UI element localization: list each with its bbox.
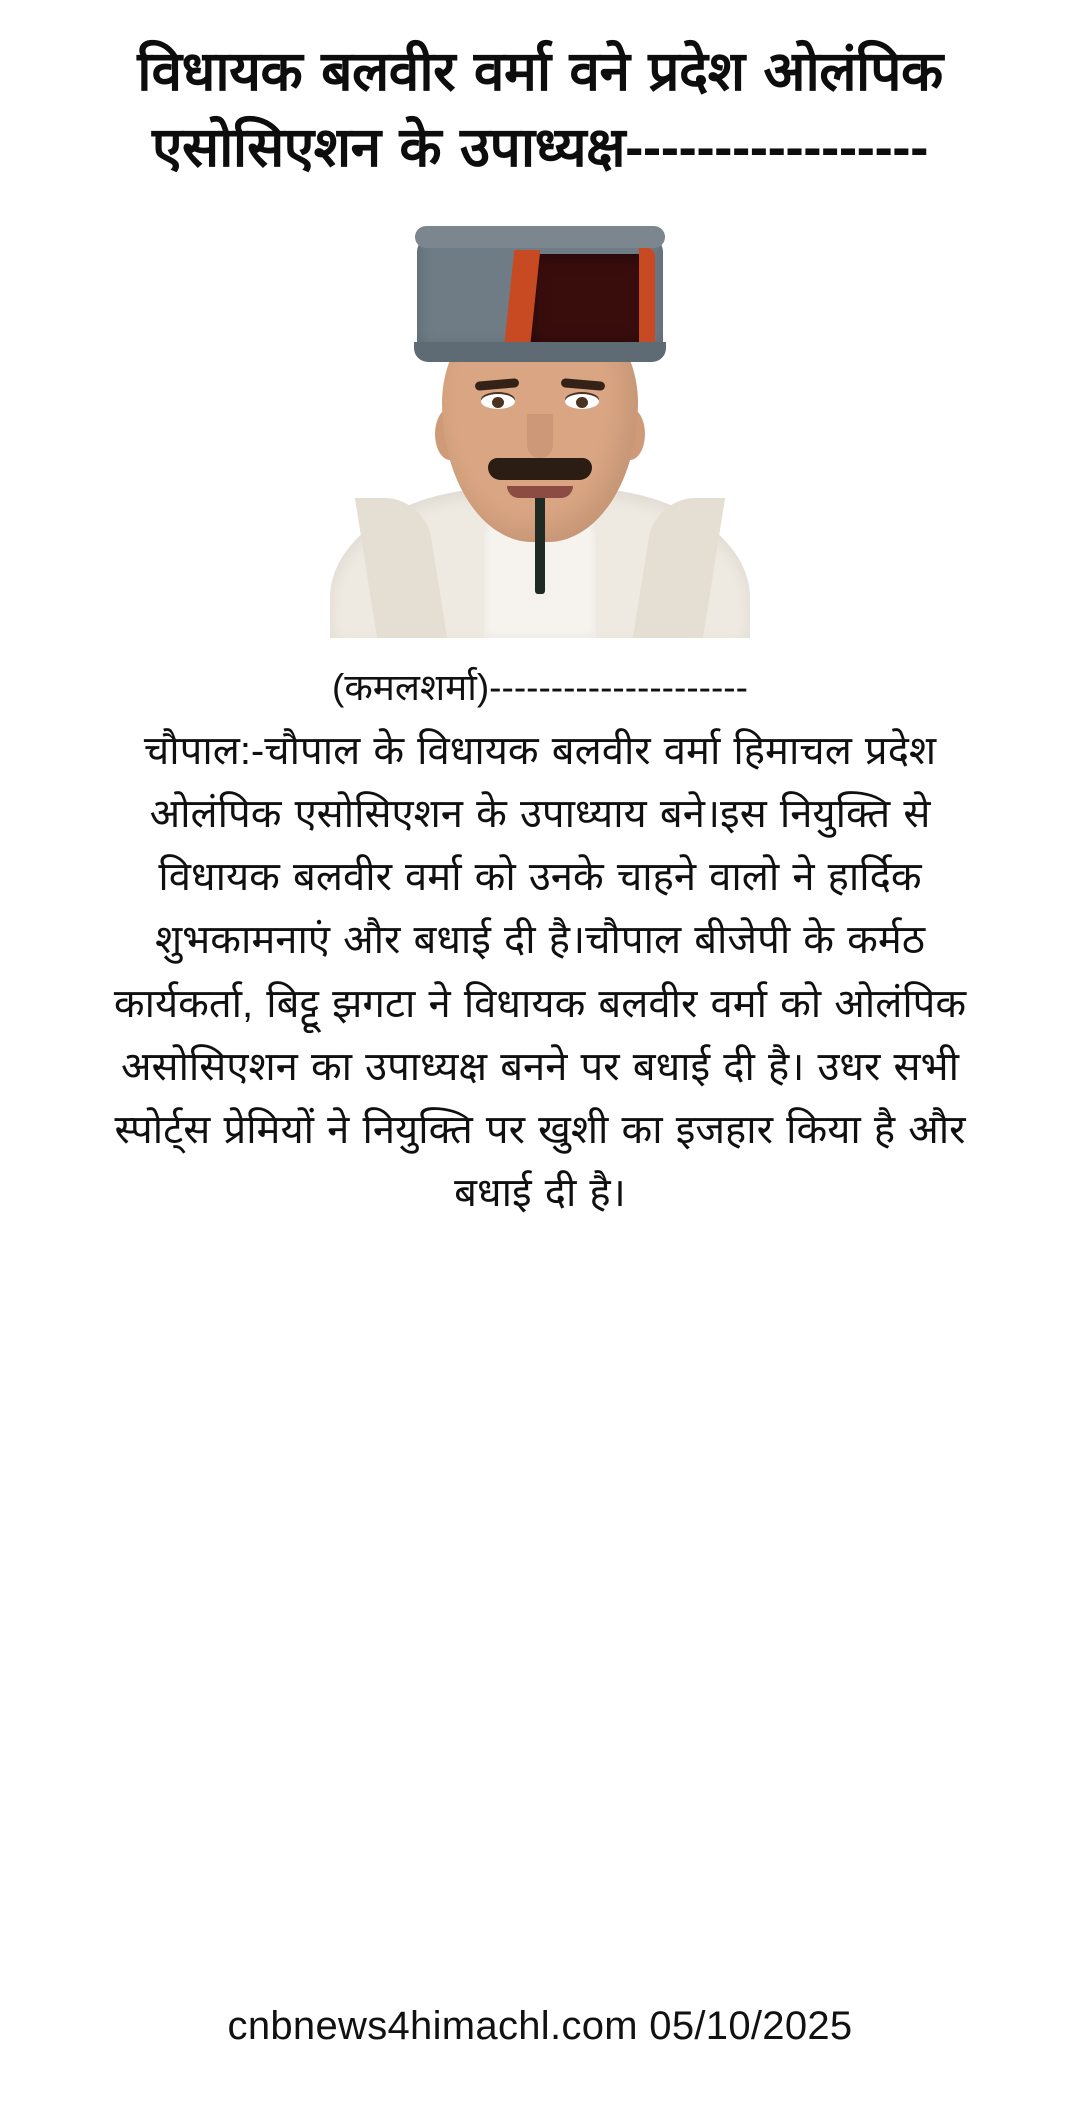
nose-shape xyxy=(527,414,553,458)
byline: (कमलशर्मा)--------------------- xyxy=(332,666,748,708)
portrait-image xyxy=(305,208,775,638)
article-body: चौपाल:-चौपाल के विधायक बलवीर वर्मा हिमाचल प्रदेश ओलंपिक एसोसिएशन के उपाध्याय बने।इस नियुक्ति से विधायक बलवीर वर्मा को उनके चाहने वालो ने हार्दिक शुभकामनाएं और बधाई दी है।चौपाल बीजेपी के कर्मठ कार्यकर्ता, बिट्टू झगटा ने विधायक बलवीर वर्मा को ओलंपिक असोसिएशन का उपाध्यक्ष बनने पर बधाई दी है। उधर सभी स्पोर्ट्स प्रेमियों ने नियुक्ति पर खुशी का इजहार किया है और बधाई दी है। xyxy=(113,728,967,1216)
footer-source-and-date: cnbnews4himachl.com 05/10/2025 xyxy=(227,2004,853,2048)
cap-brim-shape xyxy=(414,342,666,362)
kurta-placket-shape xyxy=(535,490,545,594)
pupil-left-shape xyxy=(492,397,504,408)
pupil-right-shape xyxy=(576,397,588,408)
cap-panel-shape xyxy=(529,254,649,346)
cap-crown-shape xyxy=(415,226,665,248)
himachali-cap-shape xyxy=(417,236,663,356)
cap-band-edge-shape xyxy=(639,248,655,352)
eye-left-shape xyxy=(481,394,515,409)
page-title: विधायक बलवीर वर्मा वने प्रदेश ओलंपिक एसोसिएशन के उपाध्यक्ष----------------- xyxy=(137,40,943,178)
moustache-shape xyxy=(488,458,592,480)
photo-container xyxy=(0,208,1080,638)
eye-right-shape xyxy=(565,394,599,409)
mouth-shape xyxy=(507,486,573,498)
